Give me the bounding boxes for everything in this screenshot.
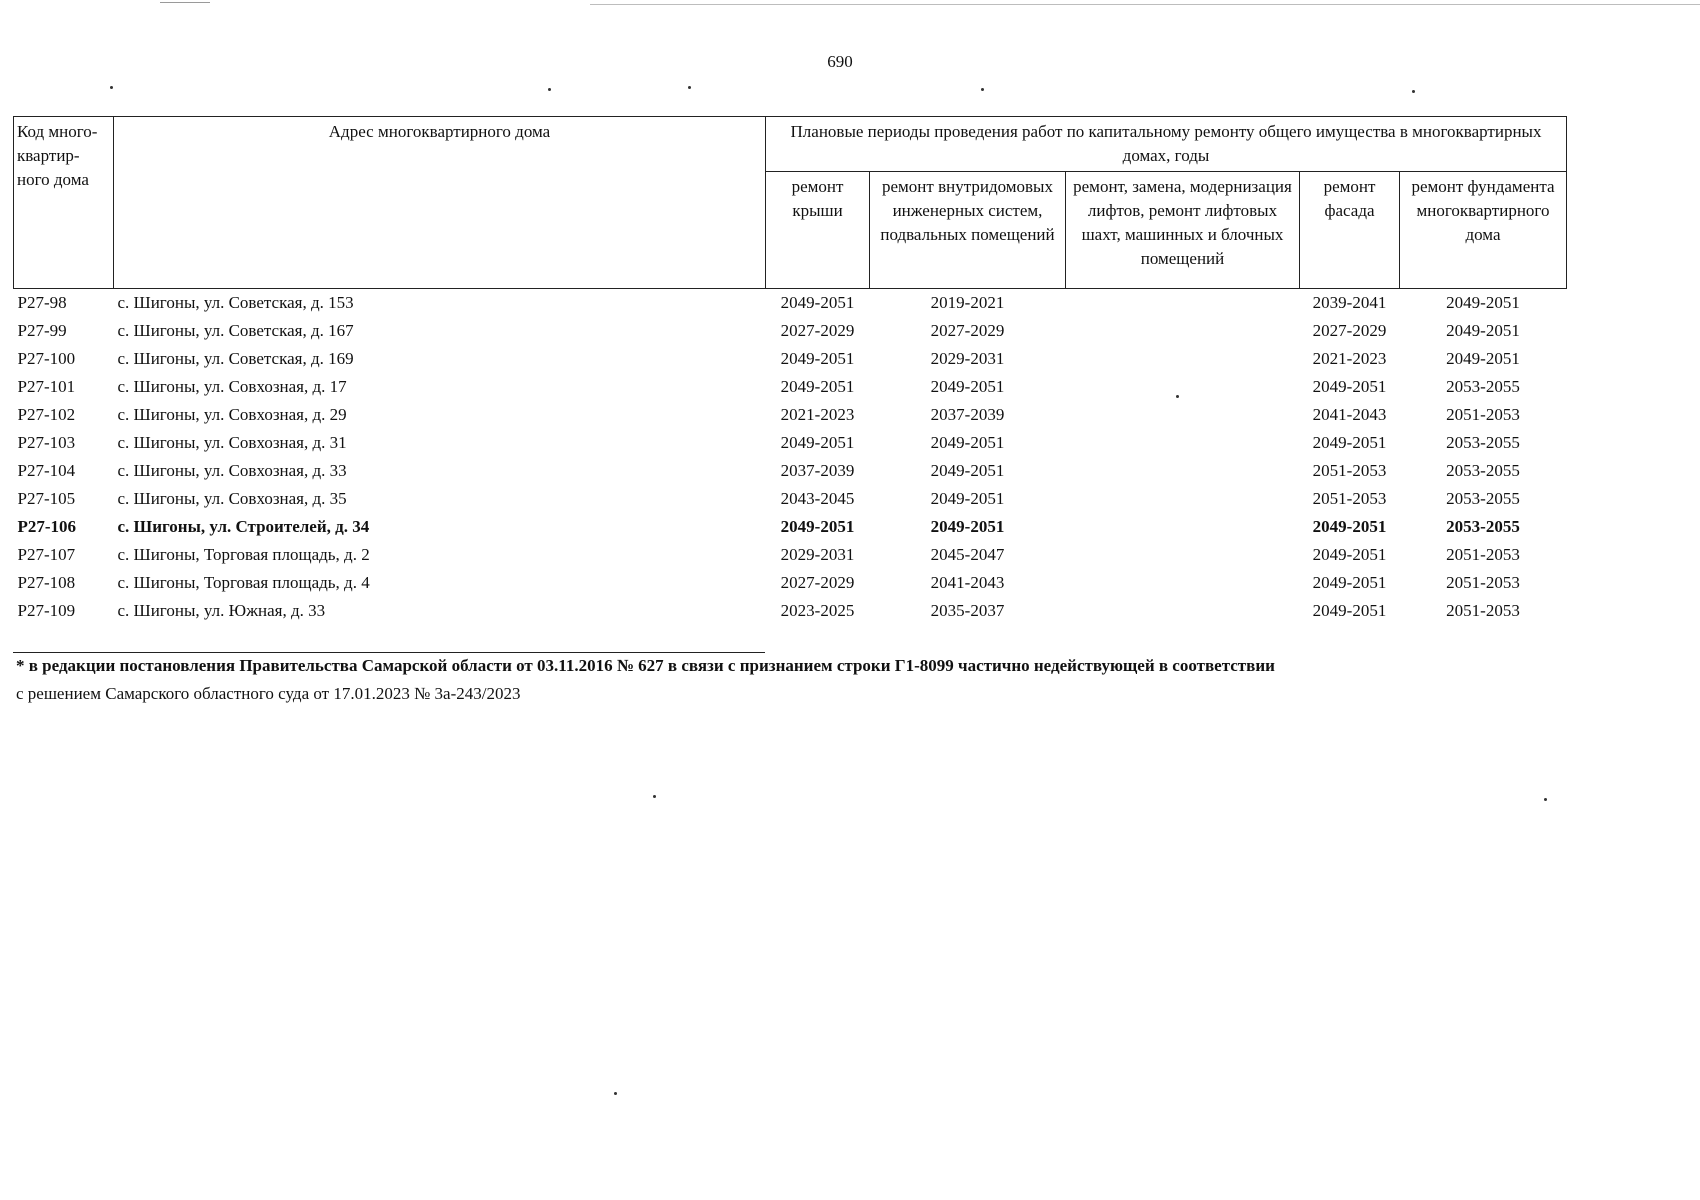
cell-address: с. Шигоны, ул. Советская, д. 167: [117, 321, 354, 340]
scan-speck: [614, 1092, 617, 1095]
cell-roof: 2023-2025: [780, 601, 855, 620]
cell-code: Р27-98: [17, 293, 67, 312]
header-roof: ремонт крыши: [766, 172, 870, 289]
table-row: [14, 429, 1567, 457]
cell-facade: 2039-2041: [1312, 293, 1387, 312]
cell-elevators: [1066, 513, 1300, 541]
cell-engineering: 2041-2043: [930, 573, 1005, 592]
cell-engineering: 2049-2051: [930, 517, 1005, 536]
cell-engineering: 2029-2031: [930, 349, 1005, 368]
cell-code: Р27-109: [17, 601, 76, 620]
cell-address: с. Шигоны, Торговая площадь, д. 4: [117, 573, 370, 592]
cell-engineering: 2027-2029: [930, 321, 1005, 340]
cell-roof: 2049-2051: [780, 349, 855, 368]
cell-foundation: 2051-2053: [1446, 405, 1520, 424]
cell-code: Р27-105: [17, 489, 76, 508]
header-foundation: ремонт фундамента многоквартирного дома: [1400, 172, 1567, 289]
cell-code: Р27-101: [17, 377, 76, 396]
cell-address: с. Шигоны, ул. Южная, д. 33: [117, 601, 326, 620]
cell-code: Р27-102: [17, 405, 76, 424]
cell-code: Р27-99: [17, 321, 67, 340]
table-header: [14, 117, 1567, 289]
table-row: [14, 541, 1567, 569]
header-elevators: ремонт, замена, модернизация лифтов, ремонт лифтовых шахт, машинных и блочных помещений: [1066, 172, 1300, 289]
cell-code: Р27-103: [17, 433, 76, 452]
cell-roof: 2049-2051: [780, 433, 855, 452]
table-row: [14, 597, 1567, 625]
cell-elevators: [1066, 373, 1300, 401]
cell-foundation: 2051-2053: [1446, 573, 1520, 592]
cell-facade: 2021-2023: [1312, 349, 1387, 368]
cell-roof: 2029-2031: [780, 545, 855, 564]
footnote: [16, 652, 1476, 708]
cell-code: Р27-104: [17, 461, 76, 480]
scan-speck: [1544, 798, 1547, 801]
cell-foundation: 2049-2051: [1446, 349, 1520, 368]
footnote-line-2: с решением Самарского областного суда от 17.01.2023 № 3а-243/2023: [16, 684, 521, 703]
table-row: [14, 485, 1567, 513]
table-row: [14, 289, 1567, 318]
table-row: [14, 317, 1567, 345]
cell-elevators: [1066, 429, 1300, 457]
cell-roof: 2027-2029: [780, 321, 855, 340]
cell-foundation: 2053-2055: [1446, 517, 1520, 536]
scan-speck: [1176, 395, 1179, 398]
cell-address: с. Шигоны, ул. Совхозная, д. 35: [117, 489, 347, 508]
header-code: Код много-квартир-ного дома: [14, 117, 114, 289]
cell-code: Р27-107: [17, 545, 76, 564]
cell-address: с. Шигоны, ул. Советская, д. 169: [117, 349, 354, 368]
cell-elevators: [1066, 569, 1300, 597]
table-body: [14, 289, 1567, 626]
cell-facade: 2027-2029: [1312, 321, 1387, 340]
cell-elevators: [1066, 541, 1300, 569]
cell-elevators: [1066, 289, 1300, 318]
cell-roof: 2043-2045: [780, 489, 855, 508]
cell-facade: 2051-2053: [1312, 461, 1387, 480]
cell-roof: 2049-2051: [780, 377, 855, 396]
cell-facade: 2049-2051: [1312, 377, 1387, 396]
cell-foundation: 2051-2053: [1446, 545, 1520, 564]
table-row: [14, 373, 1567, 401]
cell-address: с. Шигоны, ул. Совхозная, д. 31: [117, 433, 347, 452]
cell-address: с. Шигоны, ул. Совхозная, д. 17: [117, 377, 347, 396]
table-row: [14, 569, 1567, 597]
cell-foundation: 2053-2055: [1446, 461, 1520, 480]
cell-address: с. Шигоны, ул. Строителей, д. 34: [117, 517, 370, 536]
cell-engineering: 2049-2051: [930, 489, 1005, 508]
scan-speck: [548, 88, 551, 91]
cell-foundation: 2049-2051: [1446, 293, 1520, 312]
scan-speck: [981, 88, 984, 91]
cell-elevators: [1066, 401, 1300, 429]
header-periods-group: Плановые периоды проведения работ по капитальному ремонту общего имущества в многоквартирных домах, годы: [766, 117, 1567, 172]
scan-speck: [688, 86, 691, 89]
scan-speck: [110, 86, 113, 89]
cell-facade: 2049-2051: [1312, 573, 1387, 592]
scan-speck: [653, 795, 656, 798]
cell-code: Р27-106: [17, 517, 77, 536]
cell-foundation: 2053-2055: [1446, 377, 1520, 396]
header-address: Адрес многоквартирного дома: [114, 117, 766, 289]
cell-roof: 2049-2051: [780, 293, 855, 312]
cell-address: с. Шигоны, Торговая площадь, д. 2: [117, 545, 370, 564]
cell-roof: 2027-2029: [780, 573, 855, 592]
table-row: [14, 513, 1567, 541]
cell-roof: 2021-2023: [780, 405, 855, 424]
cell-engineering: 2049-2051: [930, 461, 1005, 480]
header-facade: ремонт фасада: [1300, 172, 1400, 289]
cell-engineering: 2045-2047: [930, 545, 1005, 564]
cell-engineering: 2035-2037: [930, 601, 1005, 620]
cell-elevators: [1066, 345, 1300, 373]
cell-elevators: [1066, 317, 1300, 345]
cell-engineering: 2049-2051: [930, 377, 1005, 396]
cell-address: с. Шигоны, ул. Советская, д. 153: [117, 293, 354, 312]
cell-engineering: 2049-2051: [930, 433, 1005, 452]
cell-elevators: [1066, 597, 1300, 625]
cell-code: Р27-108: [17, 573, 76, 592]
page-number: 690: [827, 52, 853, 71]
cell-facade: 2041-2043: [1312, 405, 1387, 424]
table-row: [14, 345, 1567, 373]
cell-facade: 2049-2051: [1312, 433, 1387, 452]
cell-code: Р27-100: [17, 349, 76, 368]
header-engineering: ремонт внутридомовых инженерных систем, подвальных помещений: [870, 172, 1066, 289]
cell-foundation: 2053-2055: [1446, 489, 1520, 508]
scan-artifact: [160, 2, 210, 3]
cell-elevators: [1066, 457, 1300, 485]
cell-facade: 2049-2051: [1312, 545, 1387, 564]
cell-foundation: 2049-2051: [1446, 321, 1520, 340]
cell-facade: 2049-2051: [1312, 601, 1387, 620]
table-row: [14, 401, 1567, 429]
cell-foundation: 2053-2055: [1446, 433, 1520, 452]
footnote-line-1: * в редакции постановления Правительства Самарской области от 03.11.2016 № 627 в связи с признанием строки Г1-8099 частично недействующей в соответствии: [16, 656, 1275, 675]
cell-facade: 2049-2051: [1312, 517, 1387, 536]
cell-engineering: 2019-2021: [930, 293, 1005, 312]
cell-elevators: [1066, 485, 1300, 513]
cell-address: с. Шигоны, ул. Совхозная, д. 29: [117, 405, 347, 424]
cell-roof: 2037-2039: [780, 461, 855, 480]
cell-roof: 2049-2051: [780, 517, 855, 536]
cell-address: с. Шигоны, ул. Совхозная, д. 33: [117, 461, 347, 480]
scan-artifact: [590, 4, 1700, 5]
capital-repair-table: [13, 116, 1567, 625]
scan-speck: [1412, 90, 1415, 93]
table-row: [14, 457, 1567, 485]
cell-foundation: 2051-2053: [1446, 601, 1520, 620]
cell-facade: 2051-2053: [1312, 489, 1387, 508]
cell-engineering: 2037-2039: [930, 405, 1005, 424]
